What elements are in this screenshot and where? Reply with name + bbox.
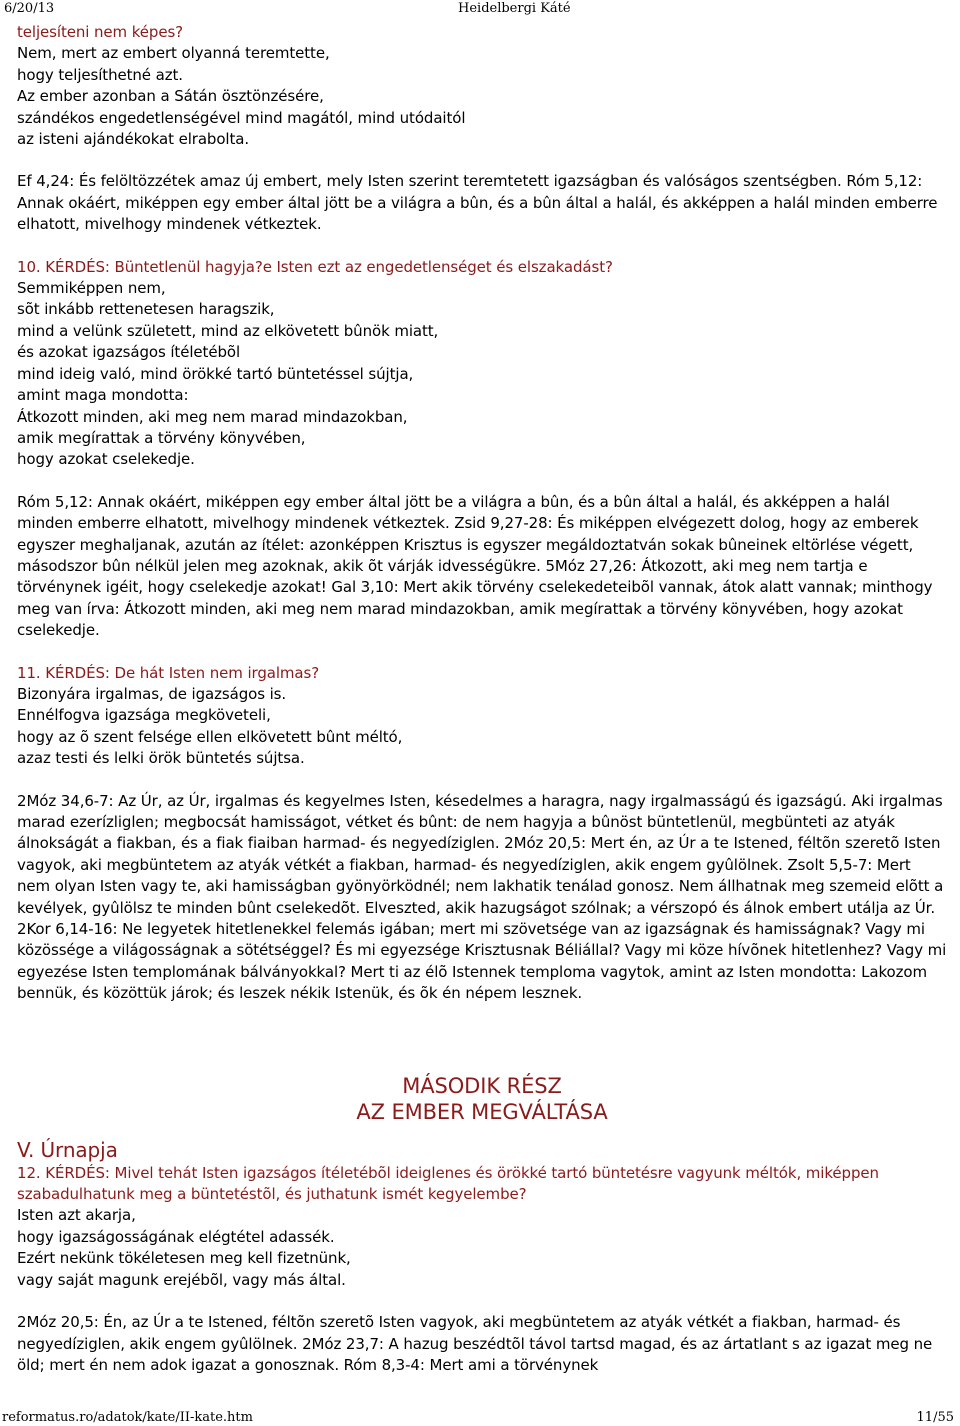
lords-day-heading: V. Úrnapja — [17, 1137, 118, 1162]
print-header — [0, 0, 960, 16]
page-number: 11/55 — [916, 1410, 954, 1425]
answer-line: Ezért nekünk tökéletesen meg kell fizetnünk, — [17, 1249, 351, 1268]
question-11: 11. KÉRDÉS: De hát Isten nem irgalmas? — [17, 663, 320, 682]
part-subtitle: AZ EMBER MEGVÁLTÁSA — [356, 1099, 608, 1124]
scripture-references-9: Ef 4,24: És felöltözzétek amaz új embert, mely Isten szerint teremtetett igazságban és valóságos szentségben. Róm 5,12: Annak okáért, miképpen egy ember által jött be a világra a bûn, és a bûn által a halál, és akképpen a halál minden emberre elhatott, mivelhogy mindenek vétkeztek. — [17, 172, 938, 234]
part-heading — [17, 1073, 947, 1125]
answer-line: és azokat igazságos ítéletébõl — [17, 343, 241, 362]
document-body — [17, 22, 947, 1376]
answer-line: az isteni ajándékokat elrabolta. — [17, 130, 250, 149]
scripture-references-10: Róm 5,12: Annak okáért, miképpen egy ember által jött be a világra a bûn, és a bûn által a halál, és akképpen a halál minden emberre elhatott, mivelhogy mindenek vétkeztek. Zsid 9,27-28: És miképpen elvégezett dolog, hogy az emberek egyszer meghaljanak, azután az ítélet: azonképpen Krisztus is egyszer megáldoztatván sokak bûneinek eltörlése végett, másodszor bûn nélkül jelen meg azoknak, akik õt várják idvességükre. 5Móz 27,26: Átkozott, aki meg nem tartja e törvénynek igéit, hogy cselekedje azokat! Gal 3,10: Mert akik törvény cselekedeteibõl vannak, átok alatt vannak; minthogy meg van írva: Átkozott minden, aki meg nem marad mindazokban, amik megírattak a törvény könyvében, hogy azokat cselekedje. — [17, 492, 933, 640]
answer-line: Ennélfogva igazsága megköveteli, — [17, 706, 271, 725]
answer-line: szándékos engedetlenségével mind magától, mind utódaitól — [17, 108, 466, 127]
answer-line: Az ember azonban a Sátán ösztönzésére, — [17, 87, 324, 106]
answer-line: Bizonyára irgalmas, de igazságos is. — [17, 684, 287, 703]
answer-line: Átkozott minden, aki meg nem marad mindazokban, — [17, 407, 408, 426]
scripture-references-12: 2Móz 20,5: Én, az Úr a te Istened, féltõn szeretõ Isten vagyok, aki megbüntetem az atyák vétkét a fiakban, harmad- és negyedíziglen, akik engem gyûlölnek. 2Móz 23,7: A hazug beszédtõl távol tartsd magad, és az ártatlant s az igazat meg ne öld; mert én nem adok igazat a gonosznak. Róm 8,3-4: Mert ami a törvénynek — [17, 1313, 933, 1374]
answer-line: Nem, mert az embert olyanná teremtette, — [17, 44, 330, 63]
answer-line: mind ideig való, mind örökké tartó büntetéssel sújtja, — [17, 364, 414, 383]
scripture-references-11: 2Móz 34,6-7: Az Úr, az Úr, irgalmas és kegyelmes Isten, késedelmes a haragra, nagy irgalmasságú és igazságú. Aki irgalmas marad ezerízliglen; megbocsát hamisságot, vétket és bûnt: de nem hagyja a bûnöst büntetlenül, megbünteti az atyák álnokságát a fiakban, és a fiak fiaiban harmad- és negyedíziglen. 2Móz 20,5: Mert én, az Úr a te Istened, féltõn szeretõ Isten vagyok, aki megbüntetem az atyák vétkét a fiakban, harmad- és negyedíziglen, akik engem gyûlölnek. Zsolt 5,5-7: Mert nem olyan Isten vagy te, aki hamisságban gyönyörködnél; nem lakhatik tenálad gonosz. Nem állhatnak meg szemeid elõtt a kevélyek, gyûlölsz te minden bûnt cselekedõt. Elveszted, akik hazugságot szólnak; a vérszopó és álnok embert utálja az Úr. 2Kor 6,14-16: Ne legyetek hitetlenekkel felemás igában; mert mi szövetsége van az igazságnak és hamisságnak? Vagy mi közössége a világosságnak a sötétséggel? És mi egyezsége Krisztusnak Béliállal? Vagy mi köze hívõnek hitetlenhez? Vagy mi egyezése Isten templomának bálványokkal? Mert ti az élõ Istennek temploma vagytok, amint az Isten mondotta: Lakozom bennük, és közöttük járok; és leszek nékik Istenük, és õk én népem lesznek. — [17, 791, 947, 1003]
part-title: MÁSODIK RÉSZ — [402, 1073, 562, 1098]
answer-line: sõt inkább rettenetesen haragszik, — [17, 300, 275, 319]
answer-block-10 — [17, 278, 947, 471]
answer-line: hogy teljesíthetné azt. — [17, 65, 183, 84]
question-10: 10. KÉRDÉS: Büntetlenül hagyja?e Isten ezt az engedetlenséget és elszakadást? — [17, 257, 613, 276]
answer-block-11 — [17, 684, 947, 770]
answer-line: Isten azt akarja, — [17, 1206, 136, 1225]
print-footer — [0, 1410, 960, 1426]
answer-line: amint maga mondotta: — [17, 386, 189, 405]
answer-line: hogy igazságosságának elégtétel adassék. — [17, 1227, 335, 1246]
question-12: 12. KÉRDÉS: Mivel tehát Isten igazságos ítéletébõl ideiglenes és örökké tartó büntetésre vagyunk méltók, miképpen szabadulhatunk meg a büntetéstõl, és juthatunk ismét kegyelembe? — [17, 1163, 879, 1204]
answer-line: vagy saját magunk erejébõl, vagy más által. — [17, 1270, 346, 1289]
answer-line: hogy azokat cselekedje. — [17, 450, 195, 469]
answer-line: teljesíteni nem képes? — [17, 23, 184, 41]
print-date: 6/20/13 — [4, 1, 55, 16]
answer-line: amik megírattak a törvény könyvében, — [17, 428, 306, 447]
answer-block-12 — [17, 1205, 947, 1291]
page-url: reformatus.ro/adatok/kate/II-kate.htm — [2, 1410, 253, 1425]
answer-line: azaz testi és lelki örök büntetés sújtsa. — [17, 749, 305, 768]
answer-block-9 — [17, 22, 947, 150]
answer-line: hogy az õ szent felsége ellen elkövetett bûnt méltó, — [17, 727, 403, 746]
answer-line: Semmiképpen nem, — [17, 279, 166, 298]
answer-line: mind a velünk született, mind az elkövetett bûnök miatt, — [17, 321, 439, 340]
print-title: Heidelbergi Káté — [458, 1, 571, 16]
